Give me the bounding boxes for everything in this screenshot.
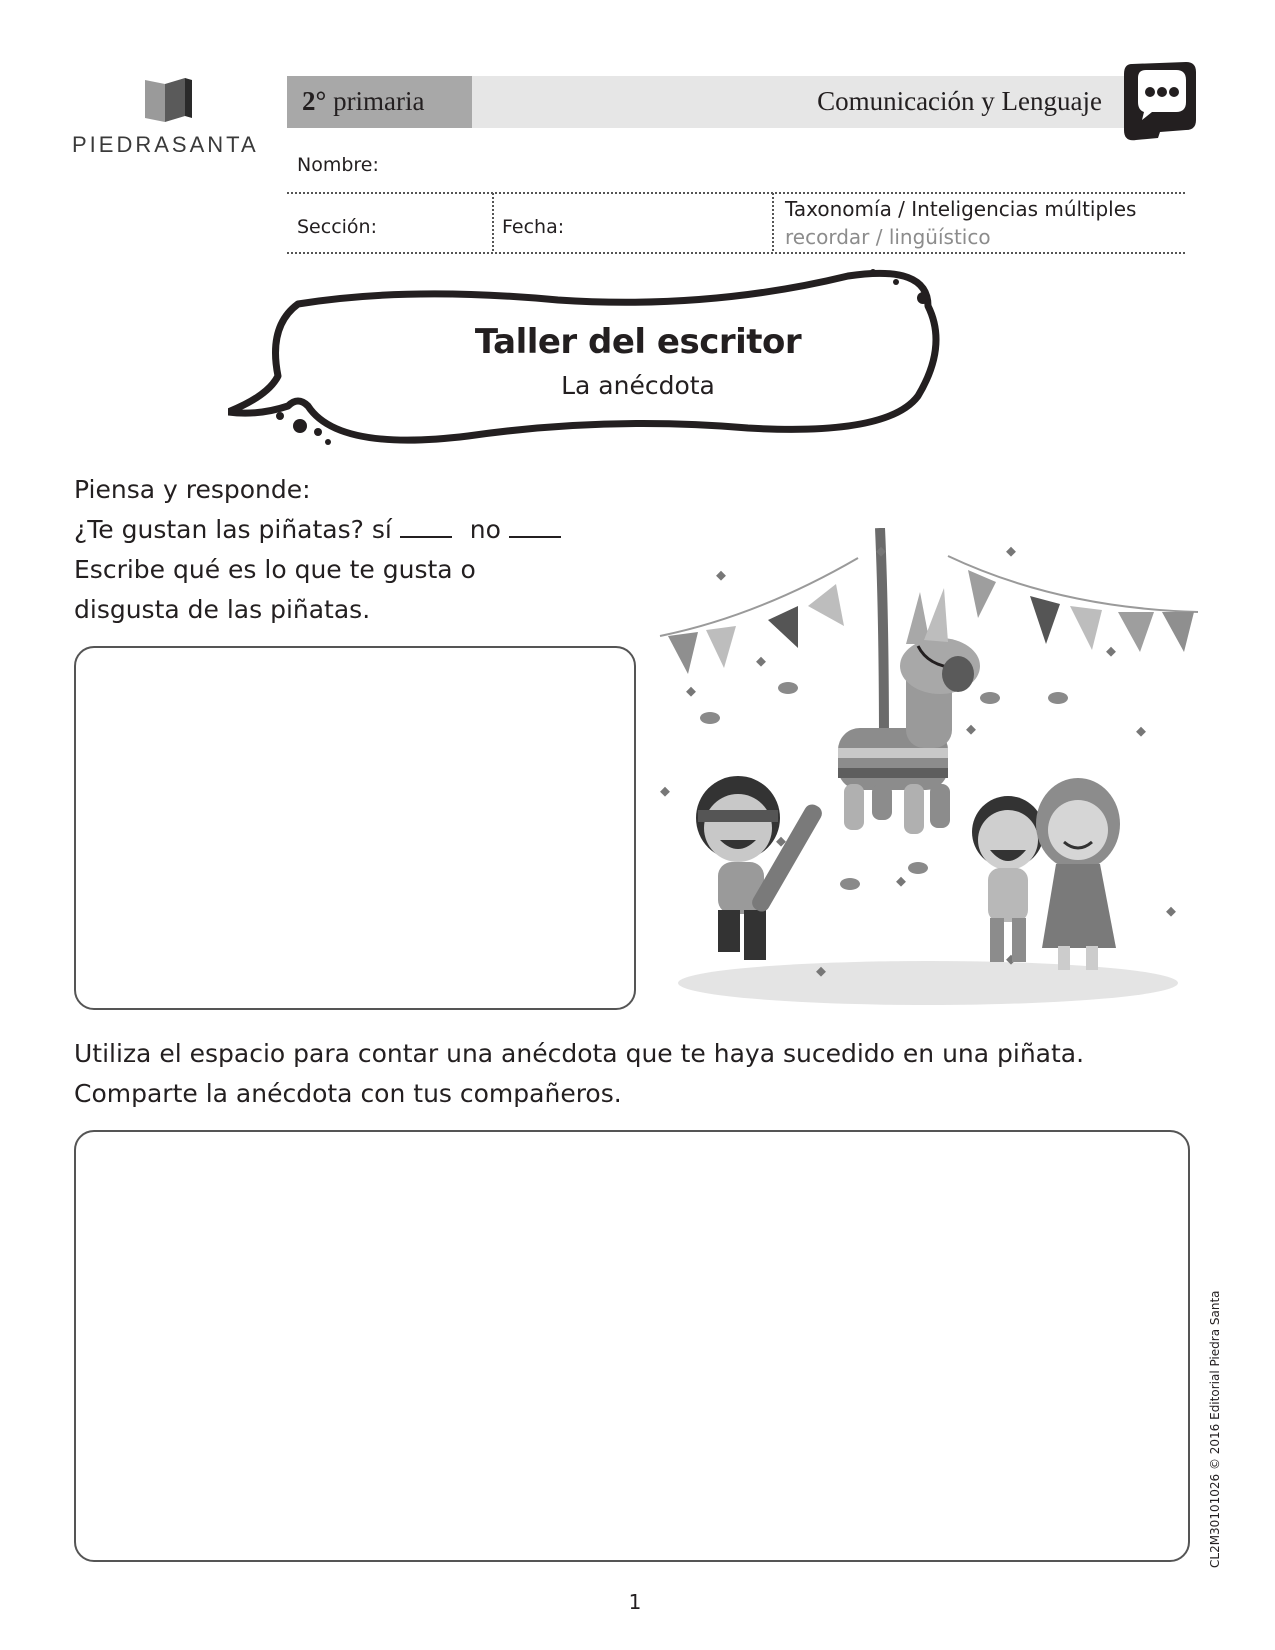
question1-prompt: ¿Te gustan las piñatas? sí <box>74 515 392 544</box>
copyright-credit: CL2M30101026 © 2016 Editorial Piedra Santa <box>1208 1290 1222 1568</box>
page-title: Taller del escritor <box>474 322 802 362</box>
subject-title: Comunicación y Lenguaje <box>817 86 1102 116</box>
question1-line2 <box>74 510 561 550</box>
divider <box>287 252 1185 254</box>
question1-line4: disgusta de las piñatas. <box>74 595 371 624</box>
no-answer-blank[interactable] <box>509 518 561 538</box>
grade-level: primaria <box>333 86 425 116</box>
section-label: Sección: <box>297 216 377 238</box>
grade-number: 2° <box>302 86 327 116</box>
publisher-logo-text: PIEDRASANTA <box>72 132 259 157</box>
question2-line1: Utiliza el espacio para contar una anécdota que te haya sucedido en una piñata. <box>74 1039 1085 1068</box>
pinata-party-illustration <box>658 528 1203 1008</box>
question1-line1: Piensa y responde: <box>74 475 311 504</box>
divider <box>772 193 774 251</box>
speech-bubble-icon <box>1120 60 1200 146</box>
grade-label <box>302 86 425 117</box>
no-label: no <box>469 515 501 544</box>
taxonomy-value: recordar / lingüístico <box>785 225 991 249</box>
taxonomy-title: Taxonomía / Inteligencias múltiples <box>785 197 1137 221</box>
divider <box>492 193 494 251</box>
yes-answer-blank[interactable] <box>400 518 452 538</box>
question2-line2: Comparte la anécdota con tus compañeros. <box>74 1079 622 1108</box>
date-label: Fecha: <box>502 216 565 238</box>
page-number: 1 <box>628 1590 642 1614</box>
name-label: Nombre: <box>297 154 379 176</box>
page-subtitle: La anécdota <box>561 371 715 400</box>
question1-line3: Escribe qué es lo que te gusta o <box>74 555 476 584</box>
answer-box-1[interactable] <box>74 646 636 1010</box>
divider <box>287 192 1185 194</box>
answer-box-2[interactable] <box>74 1130 1190 1562</box>
